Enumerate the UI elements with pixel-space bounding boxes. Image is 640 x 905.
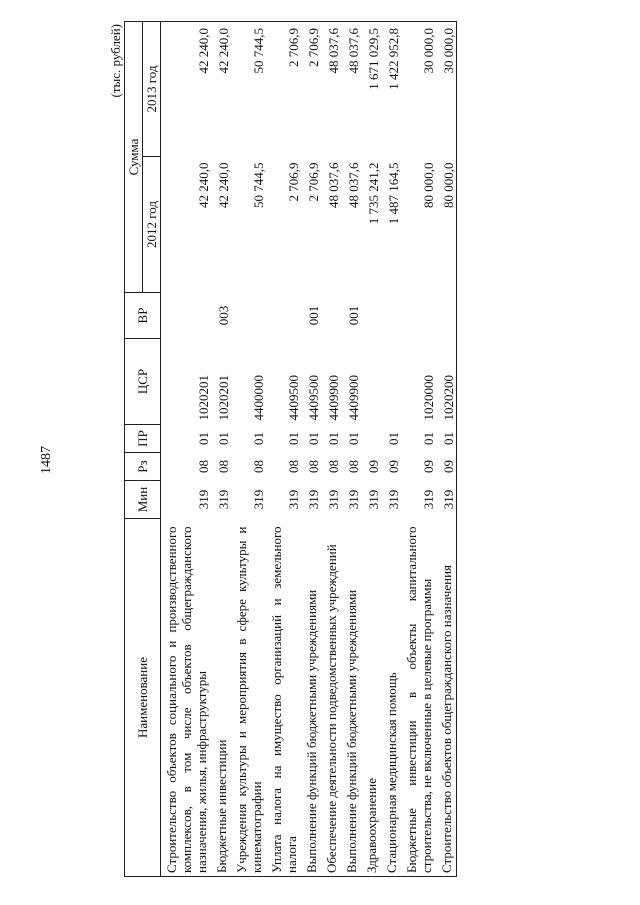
row-min: 319: [386, 489, 401, 510]
row-rz: 08: [251, 460, 266, 473]
row-csr: 1020200: [436, 339, 457, 425]
row-csr: [361, 339, 381, 425]
table-row: [436, 22, 457, 877]
row-rz: 09: [386, 460, 401, 473]
row-name: Строительство объектов социального и производственного комплексов, в том числе объектов общегражданского назначения, жилья, инфраструктуры: [161, 519, 212, 877]
row-sum-2013: 1 671 029,5: [361, 22, 381, 157]
row-name: Строительство объектов общегражданского назначения: [436, 519, 457, 877]
row-min: 319: [346, 489, 361, 510]
row-min: 319: [421, 489, 436, 510]
row-vr: [266, 293, 301, 339]
row-name: Бюджетные инвестиции в объекты капитального строительства, не включенные в целевые программы: [401, 519, 436, 877]
row-sum-2013: 42 240,0: [161, 22, 212, 157]
row-min: 319: [436, 481, 457, 519]
header-row: [125, 22, 143, 877]
row-csr: 4409900: [346, 375, 361, 421]
row-sum-2013: 42 240,0: [211, 22, 231, 157]
row-sum-2013: 1 422 952,8: [381, 22, 401, 157]
table-row: [321, 22, 341, 877]
row-pr: 01: [386, 432, 401, 445]
row-pr: 01: [421, 432, 436, 445]
row-pr: 01: [326, 432, 341, 445]
row-sum-2013: 2 706,9: [301, 22, 321, 157]
table-row: [361, 22, 381, 877]
row-sum-2012: 80 000,0: [436, 157, 457, 293]
table-row: [266, 22, 301, 877]
row-rz: 08: [286, 460, 301, 473]
row-name: Выполнение функций бюджетными учреждениями: [301, 519, 321, 877]
row-sum-2012: 42 240,0: [196, 162, 211, 208]
row-name: Уплата налога на имущество организаций и земельного налога: [266, 519, 301, 877]
header-2012: 2012 год: [143, 157, 161, 293]
row-sum-2012: 42 240,0: [216, 162, 231, 208]
header-min: Мин: [125, 481, 161, 519]
unit-note: (тыс. рублей): [108, 24, 123, 98]
row-pr: 01: [251, 432, 266, 445]
row-sum-2012: 48 037,6: [326, 162, 341, 208]
row-vr: [436, 293, 457, 339]
row-name: Стационарная медицинская помощь: [381, 519, 401, 877]
row-pr: 01: [286, 432, 301, 445]
row-csr: [381, 339, 401, 425]
row-sum-2012: 2 706,9: [306, 162, 321, 202]
row-vr: [231, 293, 266, 339]
row-sum-2012: 50 744,5: [251, 162, 266, 208]
row-min: 319: [196, 489, 211, 510]
row-sum-2013: 30 000,0: [401, 22, 436, 157]
row-name: Бюджетные инвестиции: [211, 519, 231, 877]
row-vr: 001: [346, 305, 361, 326]
row-name: Обеспечение деятельности подведомственных учреждений: [321, 519, 341, 877]
table-row: [161, 22, 212, 877]
row-min: 319: [306, 489, 321, 510]
row-rz: 08: [346, 460, 361, 473]
row-pr: 01: [196, 432, 211, 445]
row-vr: 001: [306, 305, 321, 326]
row-rz: 09: [366, 460, 381, 473]
row-min: 319: [326, 489, 341, 510]
page-number: 1487: [39, 446, 54, 474]
row-rz: 08: [216, 460, 231, 473]
row-name: Здравоохранение: [361, 519, 381, 877]
row-name: Выполнение функций бюджетными учреждениями: [341, 519, 361, 877]
row-pr: 01: [216, 432, 231, 445]
header-2013: 2013 год: [143, 22, 161, 157]
row-vr: [381, 293, 401, 339]
row-vr: [361, 293, 381, 339]
row-csr: 4409500: [306, 375, 321, 421]
row-rz: 08: [326, 460, 341, 473]
table-row: [341, 22, 361, 877]
row-sum-2012: 48 037,6: [346, 162, 361, 208]
row-csr: 4409900: [326, 375, 341, 421]
row-csr: 1020201: [216, 375, 231, 421]
header-pr: ПР: [125, 425, 161, 453]
table-row: [211, 22, 231, 877]
row-name: Учреждения культуры и мероприятия в сфере культуры и кинематографии: [231, 519, 266, 877]
row-rz: 08: [306, 460, 321, 473]
row-sum-2013: 30 000,0: [436, 22, 457, 157]
row-min: 319: [366, 489, 381, 510]
header-vr: ВР: [125, 293, 161, 339]
budget-table-page: [108, 22, 528, 877]
budget-table: [124, 21, 457, 877]
row-rz: 08: [196, 460, 211, 473]
row-sum-2012: 1 735 241,2: [366, 162, 381, 225]
header-name: Наименование: [125, 519, 161, 877]
row-pr: [361, 425, 381, 453]
row-sum-2013: 48 037,6: [341, 22, 361, 157]
table-row: [231, 22, 266, 877]
row-csr: 1020201: [196, 375, 211, 421]
row-csr: 4409500: [286, 375, 301, 421]
row-min: 319: [286, 489, 301, 510]
row-pr: 01: [436, 425, 457, 453]
row-min: 319: [216, 489, 231, 510]
row-rz: 09: [421, 460, 436, 473]
row-csr: 4400000: [251, 375, 266, 421]
row-sum-2013: 50 744,5: [231, 22, 266, 157]
row-vr: [321, 293, 341, 339]
row-sum-2013: 2 706,9: [266, 22, 301, 157]
header-rz: Рз: [125, 453, 161, 481]
row-rz: 09: [436, 453, 457, 481]
table-row: [381, 22, 401, 877]
row-vr: [161, 293, 212, 339]
header-sum: Сумма: [125, 22, 143, 293]
table-row: [301, 22, 321, 877]
header-csr: ЦСР: [125, 339, 161, 425]
row-sum-2012: 80 000,0: [421, 162, 436, 208]
row-pr: 01: [306, 432, 321, 445]
row-sum-2012: 1 487 164,5: [386, 162, 401, 225]
row-min: 319: [251, 489, 266, 510]
row-pr: 01: [346, 432, 361, 445]
row-sum-2013: 48 037,6: [321, 22, 341, 157]
table-row: [401, 22, 436, 877]
row-vr: [401, 293, 436, 339]
row-sum-2012: 2 706,9: [286, 162, 301, 202]
row-csr: 1020000: [421, 375, 436, 421]
row-vr: 003: [216, 305, 231, 326]
